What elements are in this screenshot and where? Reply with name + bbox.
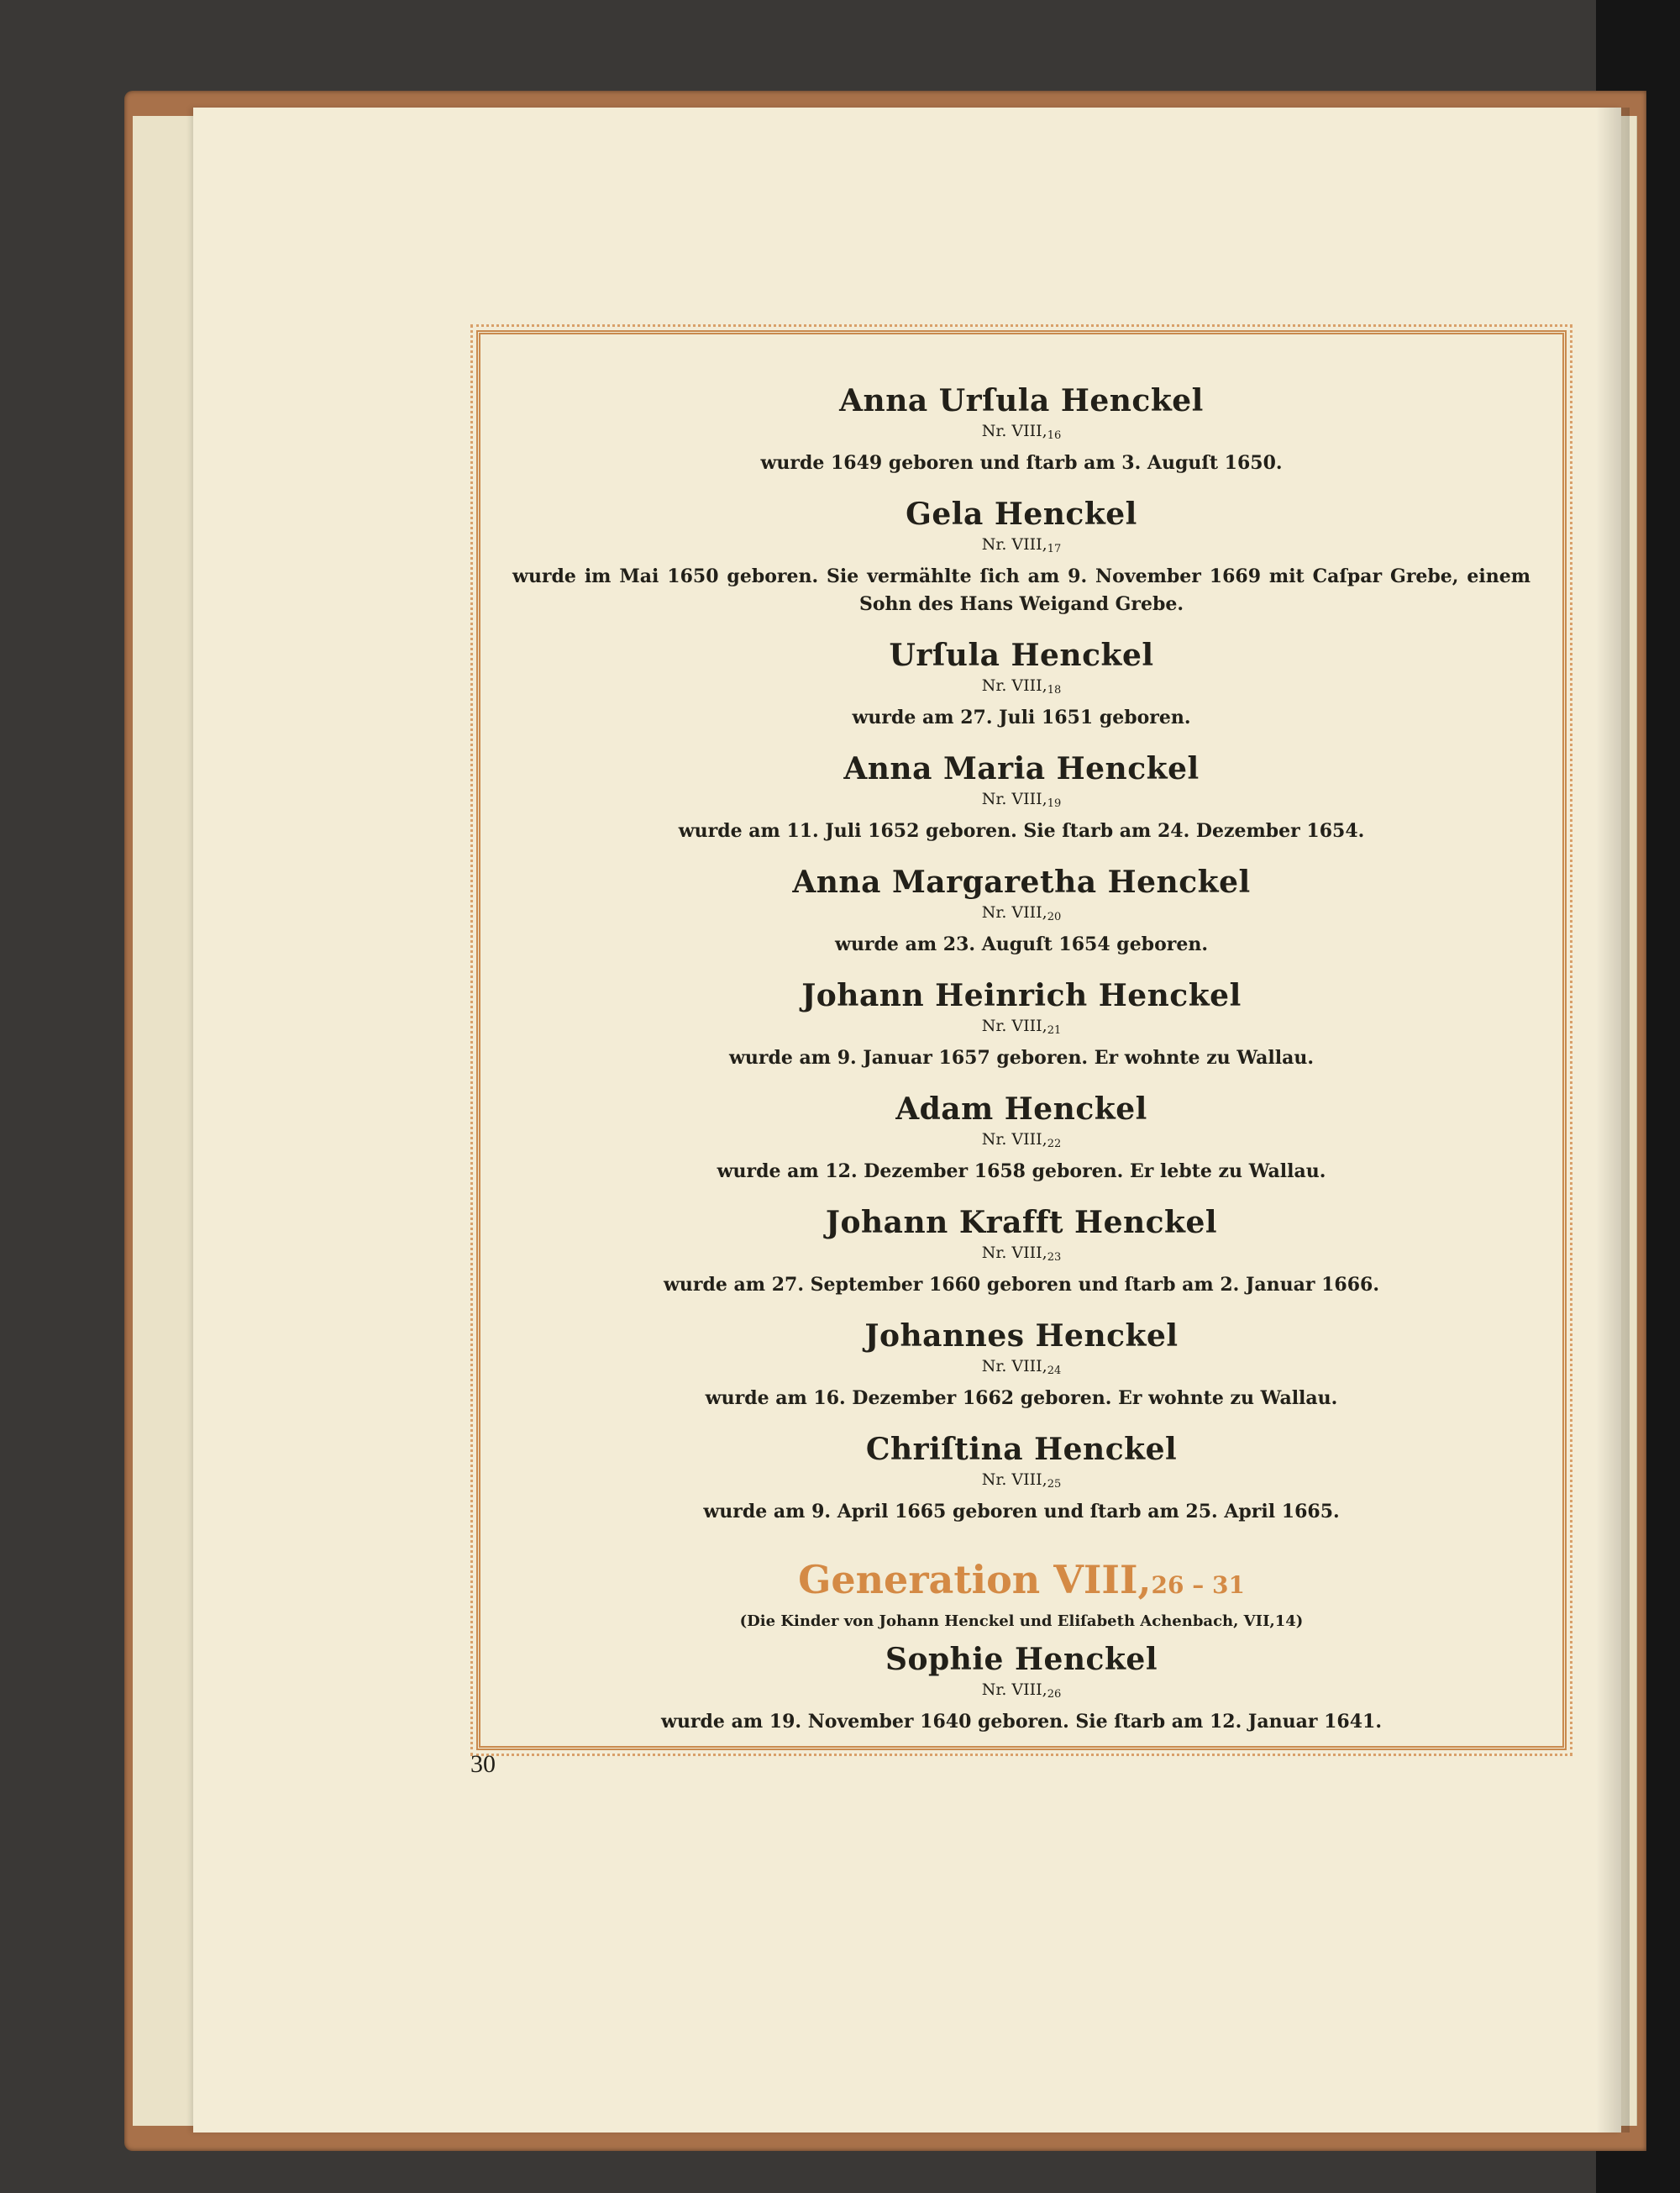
person-number (504, 534, 1539, 560)
person-text: wurde im Mai 1650 geboren. Sie vermählte ſich am 9. November 1669 mit Caſpar Grebe, einem Sohn des Hans Weigand Grebe. (512, 565, 1530, 615)
number-prefix: Nr. VIII, (981, 790, 1047, 808)
person-number (504, 676, 1539, 701)
generation-title: Generation VIII, (798, 1557, 1152, 1602)
generation-subtitle: (Die Kinder von Johann Henckel und Eliſabeth Achenbach, VII,14) (739, 1612, 1304, 1630)
number-prefix: Nr. VIII, (981, 535, 1047, 554)
person-text: wurde am 9. Januar 1657 geboren. Er wohnte zu Wallau. (728, 1047, 1315, 1069)
person-number (504, 902, 1539, 928)
generation-range: 26 – 31 (1151, 1571, 1245, 1599)
genealogy-entry (504, 977, 1539, 1072)
person-number (504, 789, 1539, 814)
person-number (504, 1356, 1539, 1381)
genealogy-entry (504, 637, 1539, 732)
number-prefix: Nr. VIII, (981, 1244, 1047, 1262)
number-index: 25 (1047, 1478, 1062, 1491)
person-text: wurde am 11. Juli 1652 geboren. Sie ſtarb am 24. Dezember 1654. (678, 820, 1365, 842)
number-prefix: Nr. VIII, (981, 422, 1047, 440)
person-number (504, 1016, 1539, 1041)
generation-section (504, 1554, 1539, 1633)
genealogy-entry (504, 864, 1539, 959)
spine-shadow (1596, 108, 1630, 2133)
person-name: Anna Urſula Henckel (839, 383, 1204, 418)
genealogy-entry (504, 1641, 1539, 1736)
number-index: 21 (1047, 1024, 1062, 1037)
page-content (504, 382, 1539, 1736)
person-text: wurde am 23. Auguſt 1654 geboren. (835, 933, 1208, 955)
number-prefix: Nr. VIII, (981, 903, 1047, 922)
person-text: wurde am 19. November 1640 geboren. Sie ſtarb am 12. Januar 1641. (661, 1711, 1382, 1733)
person-number (504, 1470, 1539, 1495)
genealogy-entry (504, 382, 1539, 477)
number-index: 17 (1047, 543, 1062, 555)
genealogy-entry (504, 1204, 1539, 1299)
number-index: 23 (1047, 1251, 1062, 1264)
number-prefix: Nr. VIII, (981, 1017, 1047, 1035)
person-name: Sophie Henckel (885, 1642, 1158, 1677)
number-index: 18 (1047, 684, 1062, 697)
person-text: wurde am 12. Dezember 1658 geboren. Er lebte zu Wallau. (717, 1160, 1326, 1182)
person-number (504, 1680, 1539, 1705)
genealogy-entry (504, 1431, 1539, 1526)
number-prefix: Nr. VIII, (981, 1357, 1047, 1375)
number-prefix: Nr. VIII, (981, 1680, 1047, 1699)
number-index: 26 (1047, 1688, 1062, 1701)
person-text: wurde am 9. April 1665 geboren und ſtarb am 25. April 1665. (703, 1501, 1340, 1522)
person-number (504, 421, 1539, 446)
person-name: Gela Henckel (906, 497, 1137, 532)
number-prefix: Nr. VIII, (981, 1130, 1047, 1149)
genealogy-entry (504, 750, 1539, 845)
person-number (504, 1129, 1539, 1154)
genealogy-entry (504, 496, 1539, 618)
generation-heading (504, 1554, 1539, 1611)
person-text: wurde 1649 geboren und ſtarb am 3. Auguſt 1650. (760, 452, 1283, 474)
person-text: wurde am 27. Juli 1651 geboren. (852, 707, 1191, 728)
person-name: Anna Maria Henckel (843, 751, 1200, 786)
person-text: wurde am 16. Dezember 1662 geboren. Er wohnte zu Wallau. (705, 1387, 1338, 1409)
person-name: Anna Margaretha Henckel (792, 865, 1251, 900)
number-index: 24 (1047, 1365, 1062, 1377)
number-prefix: Nr. VIII, (981, 1470, 1047, 1489)
page-number: 30 (470, 1750, 496, 1778)
person-name: Adam Henckel (895, 1091, 1147, 1127)
genealogy-entry (504, 1091, 1539, 1186)
person-text: wurde am 27. September 1660 geboren und ſtarb am 2. Januar 1666. (663, 1274, 1379, 1296)
person-name: Chriſtina Henckel (865, 1432, 1178, 1467)
number-index: 19 (1047, 797, 1062, 810)
genealogy-entry (504, 1317, 1539, 1412)
person-name: Johann Krafft Henckel (825, 1205, 1218, 1240)
number-index: 22 (1047, 1138, 1062, 1150)
number-prefix: Nr. VIII, (981, 676, 1047, 695)
number-index: 20 (1047, 911, 1062, 923)
person-name: Johannes Henckel (864, 1318, 1179, 1354)
person-name: Johann Heinrich Henckel (801, 978, 1242, 1013)
number-index: 16 (1047, 429, 1062, 442)
person-number (504, 1243, 1539, 1268)
person-name: Urſula Henckel (889, 638, 1154, 673)
